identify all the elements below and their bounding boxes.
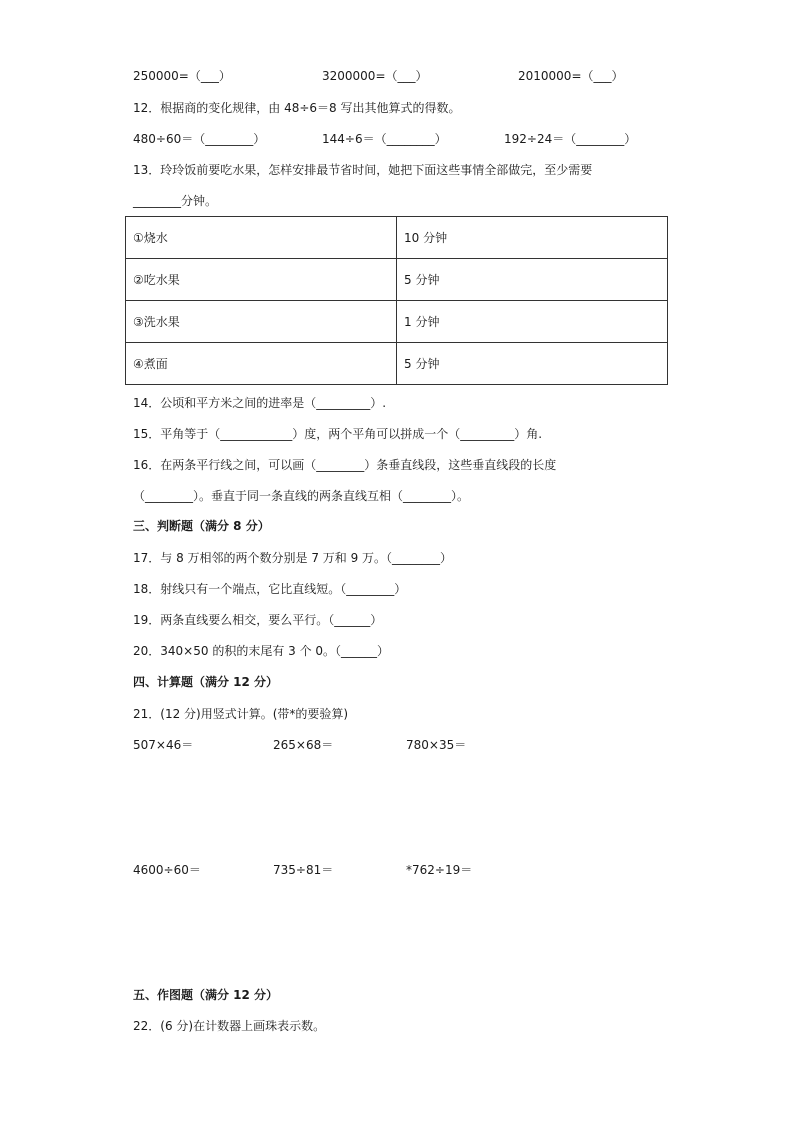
table-row <box>126 217 668 259</box>
table-cell-time: 5 分钟 <box>397 259 668 301</box>
table-row <box>126 343 668 385</box>
calc-item: 735÷81＝ <box>273 863 334 877</box>
question-12-item: 144÷6＝（________） <box>322 132 447 146</box>
calc-item: 265×68＝ <box>273 738 334 752</box>
question-16-line1: 16．在两条平行线之间，可以画（________）条垂直线段，这些垂直线段的长度 <box>133 458 557 472</box>
question-17: 17．与 8 万相邻的两个数分别是 7 万和 9 万。（________） <box>133 551 453 565</box>
table-cell-task: ②吃水果 <box>126 259 397 301</box>
conversion-item: 3200000=（___） <box>322 69 428 83</box>
table-row <box>126 301 668 343</box>
question-13-line1: 13．玲玲饭前要吃水果，怎样安排最节省时间，她把下面这些事情全部做完，至少需要 <box>133 163 593 177</box>
table-cell-task: ④煮面 <box>126 343 397 385</box>
conversion-item: 2010000=（___） <box>518 69 624 83</box>
conversion-item: 250000=（___） <box>133 69 231 83</box>
calc-item: 4600÷60＝ <box>133 863 201 877</box>
section-heading-calculation: 四、计算题（满分 12 分） <box>133 675 279 689</box>
question-15: 15．平角等于（____________）度，两个平角可以拼成一个（_________）角. <box>133 427 543 441</box>
question-14: 14．公顷和平方米之间的进率是（_________）. <box>133 396 387 410</box>
calc-item: 507×46＝ <box>133 738 194 752</box>
question-19: 19．两条直线要么相交，要么平行。（______） <box>133 613 383 627</box>
question-21-title: 21．(12 分)用竖式计算。(带*的要验算) <box>133 707 349 721</box>
task-time-table <box>125 216 668 385</box>
question-20: 20．340×50 的积的末尾有 3 个 0。（______） <box>133 644 390 658</box>
question-12-item: 192÷24＝（________） <box>504 132 637 146</box>
section-heading-judgement: 三、判断题（满分 8 分） <box>133 519 270 533</box>
calc-item: *762÷19＝ <box>406 863 473 877</box>
question-12-item: 480÷60＝（________） <box>133 132 266 146</box>
question-22: 22．(6 分)在计数器上画珠表示数。 <box>133 1019 326 1033</box>
question-13-line2: ________分钟。 <box>133 194 218 208</box>
table-cell-time: 10 分钟 <box>397 217 668 259</box>
question-16-line2: （________）。垂直于同一条直线的两条直线互相（________）。 <box>133 489 470 503</box>
table-cell-time: 5 分钟 <box>397 343 668 385</box>
table-cell-time: 1 分钟 <box>397 301 668 343</box>
section-heading-drawing: 五、作图题（满分 12 分） <box>133 988 279 1002</box>
table-cell-task: ③洗水果 <box>126 301 397 343</box>
question-12-title: 12．根据商的变化规律，由 48÷6＝8 写出其他算式的得数。 <box>133 101 461 115</box>
question-18: 18．射线只有一个端点，它比直线短。（________） <box>133 582 407 596</box>
table-cell-task: ①烧水 <box>126 217 397 259</box>
calc-item: 780×35＝ <box>406 738 467 752</box>
table-row <box>126 259 668 301</box>
